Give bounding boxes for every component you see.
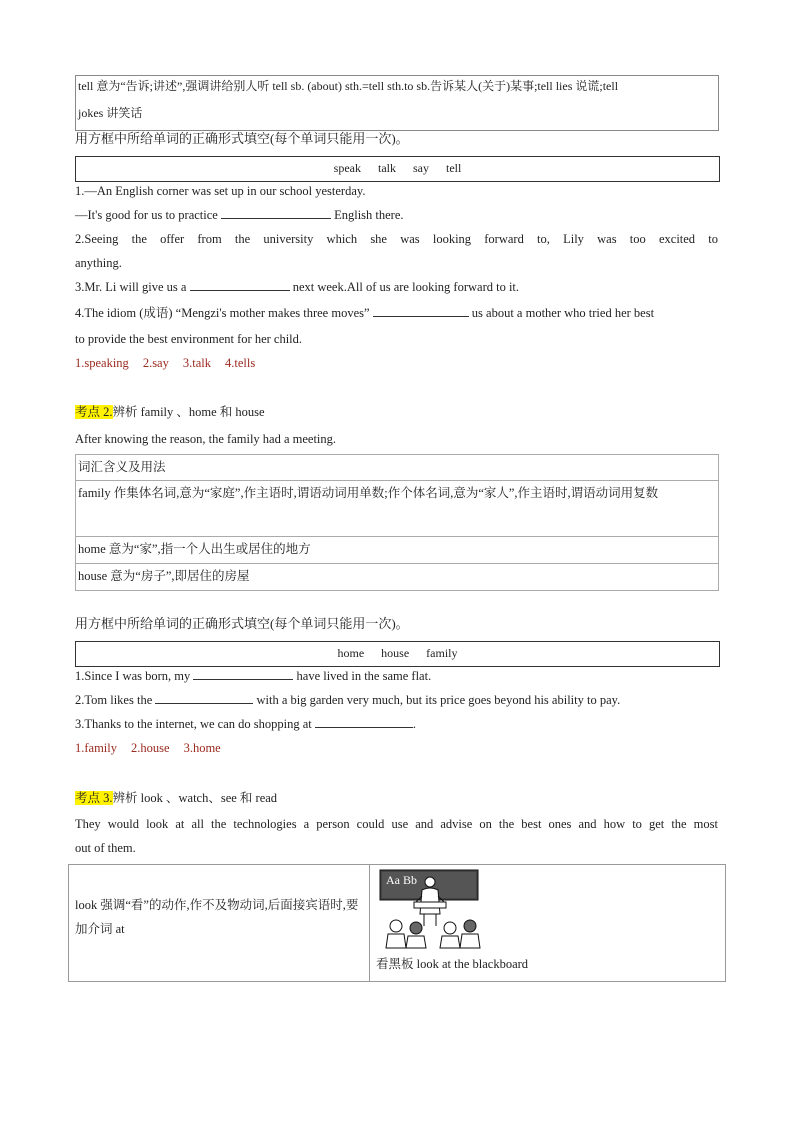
question-2-3: 3.Thanks to the internet, we can do shopping at .: [75, 717, 416, 731]
look-table-divider: [369, 864, 370, 982]
answer-blank[interactable]: [315, 716, 413, 728]
answers-2: 1.family 2.house 3.home: [75, 741, 221, 755]
word-talk: talk: [378, 161, 396, 175]
answer-blank[interactable]: [221, 207, 331, 219]
word-box-2: [75, 641, 720, 667]
section-2-heading: 考点 2.辨析 family 、home 和 house: [75, 405, 265, 419]
question-4: 4.The idiom (成语) “Mengzi's mother makes three moves” us about a mother who tried her best: [75, 306, 655, 320]
blackboard-illustration: [378, 868, 482, 952]
word-family: family: [426, 646, 458, 660]
example-3-line1: They would look at all the technologies a person could use and advise on the best ones and how to get the most: [75, 817, 718, 831]
kaodian-tag: 考点 3.: [75, 791, 113, 805]
answers-1: 1.speaking 2.say 3.talk 4.tells: [75, 356, 256, 370]
word-box-1: [75, 156, 720, 182]
question-1a: 1.—An English corner was set up in our school yesterday.: [75, 184, 366, 198]
question-2-line2: anything.: [75, 256, 122, 270]
answer-blank[interactable]: [155, 692, 253, 704]
example-3-line2: out of them.: [75, 841, 136, 855]
word-tell: tell: [446, 161, 462, 175]
word-house: house: [381, 646, 410, 660]
question-2-line1: 2.Seeing the offer from the university which she was looking forward to, Lily was too excited to: [75, 232, 718, 246]
table-row-home: home 意为“家”,指一个人出生或居住的地方: [75, 536, 719, 564]
word-speak: speak: [333, 161, 361, 175]
table-row-family: family 作集体名词,意为“家庭”,作主语时,谓语动词用单数;作个体名词,意为“家人”,作主语时,谓语动词用复数: [75, 480, 719, 537]
word-say: say: [413, 161, 429, 175]
question-2-1: 1.Since I was born, my have lived in the same flat.: [75, 669, 432, 683]
kaodian-tag: 考点 2.: [75, 405, 113, 419]
answer-blank[interactable]: [373, 305, 469, 317]
look-description: look 强调“看”的动作,作不及物动词,后面接宾语时,要加介词 at: [75, 898, 359, 936]
answer-blank[interactable]: [193, 668, 293, 680]
table-header: 词汇含义及用法: [75, 454, 719, 481]
look-caption: 看黑板 look at the blackboard: [376, 957, 529, 971]
question-2-2: 2.Tom likes the with a big garden very much, but its price goes beyond his ability to pay.: [75, 693, 621, 707]
question-1b: —It's good for us to practice English there.: [75, 208, 404, 222]
section-3-heading: 考点 3.辨析 look 、watch、see 和 read: [75, 791, 278, 805]
word-home: home: [337, 646, 365, 660]
instruction-2: 用方框中所给单词的正确形式填空(每个单词只能用一次)。: [75, 616, 409, 631]
tell-note-line1: tell 意为“告诉;讲述”,强调讲给别人听 tell sb. (about) sth.=tell sth.to sb.告诉某人(关于)某事;tell lies 说谎;tell: [78, 79, 619, 93]
question-4-line2: to provide the best environment for her child.: [75, 332, 303, 346]
table-row-house: house 意为“房子”,即居住的房屋: [75, 563, 719, 591]
answer-blank[interactable]: [190, 279, 290, 291]
board-text: Aa Bb: [386, 873, 417, 887]
instruction-1: 用方框中所给单词的正确形式填空(每个单词只能用一次)。: [75, 131, 409, 146]
example-2: After knowing the reason, the family had a meeting.: [75, 432, 337, 446]
tell-note-line2: jokes 讲笑话: [78, 106, 143, 120]
question-3: 3.Mr. Li will give us a next week.All of us are looking forward to it.: [75, 280, 520, 294]
